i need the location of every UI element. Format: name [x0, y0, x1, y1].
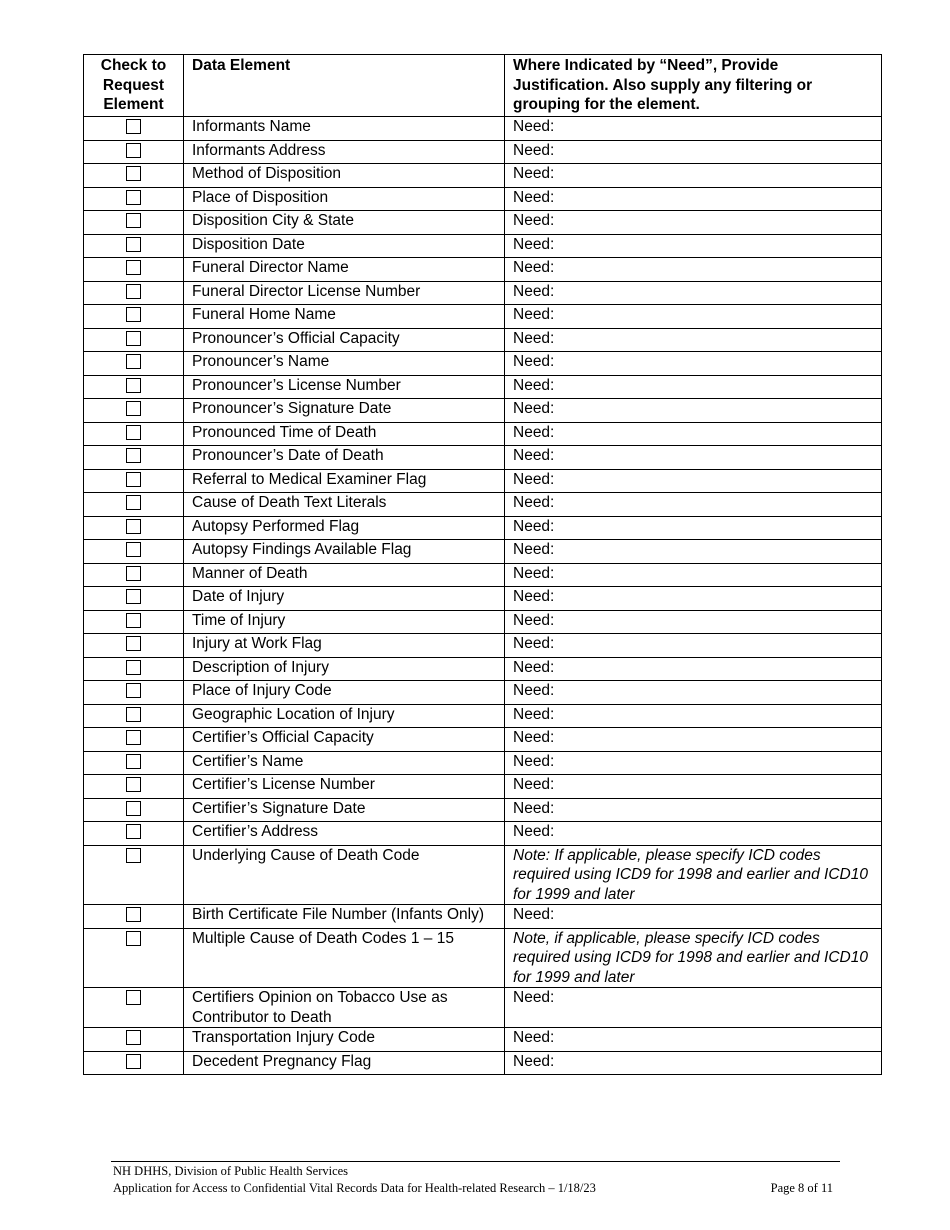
- justification-field[interactable]: Need:: [505, 164, 882, 188]
- table-header-row: [84, 55, 882, 117]
- request-checkbox[interactable]: [126, 495, 141, 510]
- justification-field[interactable]: Need:: [505, 728, 882, 752]
- justification-field[interactable]: Need:: [505, 234, 882, 258]
- justification-field[interactable]: Need:: [505, 751, 882, 775]
- request-checkbox[interactable]: [126, 931, 141, 946]
- check-cell: [84, 281, 184, 305]
- check-cell: [84, 328, 184, 352]
- table-row: [84, 751, 882, 775]
- check-cell: [84, 905, 184, 929]
- justification-note: Note: If applicable, please specify ICD codes required using ICD9 for 1998 and earlier and ICD10 for 1999 and later: [505, 845, 882, 905]
- page-number: Page 8 of 11: [770, 1181, 833, 1195]
- data-element-name: Funeral Home Name: [184, 305, 505, 329]
- check-cell: [84, 988, 184, 1028]
- table-row: [84, 164, 882, 188]
- data-element-name: Informants Address: [184, 140, 505, 164]
- footer-line: [113, 1180, 833, 1197]
- table-row: [84, 634, 882, 658]
- data-element-name: Autopsy Performed Flag: [184, 516, 505, 540]
- request-checkbox[interactable]: [126, 636, 141, 651]
- data-element-name: Certifier’s License Number: [184, 775, 505, 799]
- check-cell: [84, 211, 184, 235]
- table-row: [84, 657, 882, 681]
- check-cell: [84, 634, 184, 658]
- request-checkbox[interactable]: [126, 801, 141, 816]
- data-element-name: Referral to Medical Examiner Flag: [184, 469, 505, 493]
- data-element-name: Pronouncer’s Date of Death: [184, 446, 505, 470]
- request-checkbox[interactable]: [126, 119, 141, 134]
- data-element-name: Place of Disposition: [184, 187, 505, 211]
- justification-field[interactable]: Need:: [505, 422, 882, 446]
- check-cell: [84, 140, 184, 164]
- table-row: [84, 540, 882, 564]
- check-cell: [84, 187, 184, 211]
- table-row: [84, 375, 882, 399]
- check-cell: [84, 751, 184, 775]
- request-checkbox[interactable]: [126, 1030, 141, 1045]
- data-element-name: Birth Certificate File Number (Infants Only): [184, 905, 505, 929]
- table-row: [84, 399, 882, 423]
- table-row: [84, 422, 882, 446]
- request-checkbox[interactable]: [126, 707, 141, 722]
- data-element-name: Transportation Injury Code: [184, 1028, 505, 1052]
- justification-field[interactable]: Need:: [505, 1028, 882, 1052]
- request-checkbox[interactable]: [126, 166, 141, 181]
- table-row: [84, 234, 882, 258]
- justification-field[interactable]: Need:: [505, 211, 882, 235]
- check-cell: [84, 587, 184, 611]
- data-element-name: Certifier’s Address: [184, 822, 505, 846]
- table-row: [84, 469, 882, 493]
- table-row: [84, 352, 882, 376]
- justification-field[interactable]: Need:: [505, 117, 882, 141]
- table-row: [84, 988, 882, 1028]
- table-row: [84, 305, 882, 329]
- data-element-name: Multiple Cause of Death Codes 1 – 15: [184, 928, 505, 988]
- justification-field[interactable]: Need:: [505, 798, 882, 822]
- justification-field[interactable]: Need:: [505, 140, 882, 164]
- check-cell: [84, 657, 184, 681]
- justification-field[interactable]: Need:: [505, 469, 882, 493]
- table-row: [84, 493, 882, 517]
- data-element-column-header: Data Element: [184, 55, 505, 117]
- footer-organization: NH DHHS, Division of Public Health Services: [113, 1164, 349, 1178]
- data-element-name: Disposition Date: [184, 234, 505, 258]
- request-checkbox[interactable]: [126, 448, 141, 463]
- check-cell: [84, 352, 184, 376]
- data-element-name: Certifiers Opinion on Tobacco Use as Contributor to Death: [184, 988, 505, 1028]
- check-cell: [84, 540, 184, 564]
- footer-document-title: Application for Access to Confidential Vital Records Data for Health-related Research – 1/18/23: [113, 1181, 596, 1195]
- table-row: [84, 775, 882, 799]
- data-element-name: Underlying Cause of Death Code: [184, 845, 505, 905]
- request-checkbox[interactable]: [126, 143, 141, 158]
- request-checkbox[interactable]: [126, 331, 141, 346]
- table-row: [84, 281, 882, 305]
- data-element-name: Funeral Director License Number: [184, 281, 505, 305]
- request-checkbox[interactable]: [126, 907, 141, 922]
- request-checkbox[interactable]: [126, 284, 141, 299]
- justification-field[interactable]: Need:: [505, 516, 882, 540]
- data-element-name: Autopsy Findings Available Flag: [184, 540, 505, 564]
- check-cell: [84, 375, 184, 399]
- justification-field[interactable]: Need:: [505, 610, 882, 634]
- request-checkbox[interactable]: [126, 589, 141, 604]
- table-row: [84, 798, 882, 822]
- data-element-name: Injury at Work Flag: [184, 634, 505, 658]
- request-checkbox[interactable]: [126, 519, 141, 534]
- table-row: [84, 587, 882, 611]
- request-checkbox[interactable]: [126, 754, 141, 769]
- data-element-name: Description of Injury: [184, 657, 505, 681]
- data-element-name: Pronouncer’s License Number: [184, 375, 505, 399]
- table-row: [84, 328, 882, 352]
- table-row: [84, 140, 882, 164]
- request-checkbox[interactable]: [126, 990, 141, 1005]
- table-row: [84, 117, 882, 141]
- justification-field[interactable]: Need:: [505, 587, 882, 611]
- request-checkbox[interactable]: [126, 1054, 141, 1069]
- data-element-name: Pronouncer’s Official Capacity: [184, 328, 505, 352]
- table-row: [84, 258, 882, 282]
- table-row: [84, 516, 882, 540]
- justification-field[interactable]: Need:: [505, 775, 882, 799]
- table-row: [84, 187, 882, 211]
- data-element-name: Certifier’s Signature Date: [184, 798, 505, 822]
- request-checkbox[interactable]: [126, 472, 141, 487]
- request-checkbox[interactable]: [126, 425, 141, 440]
- footer-divider: [111, 1161, 840, 1162]
- table-row: [84, 728, 882, 752]
- check-cell: [84, 469, 184, 493]
- table-row: [84, 704, 882, 728]
- request-checkbox[interactable]: [126, 190, 141, 205]
- request-checkbox[interactable]: [126, 307, 141, 322]
- table-row: [84, 446, 882, 470]
- justification-field[interactable]: Need:: [505, 375, 882, 399]
- justification-field[interactable]: Need:: [505, 704, 882, 728]
- request-checkbox[interactable]: [126, 683, 141, 698]
- request-checkbox[interactable]: [126, 213, 141, 228]
- justification-field[interactable]: Need:: [505, 258, 882, 282]
- check-cell: [84, 775, 184, 799]
- data-element-name: Pronouncer’s Signature Date: [184, 399, 505, 423]
- justification-field[interactable]: Need:: [505, 563, 882, 587]
- data-element-name: Date of Injury: [184, 587, 505, 611]
- justification-field[interactable]: Need:: [505, 905, 882, 929]
- data-element-name: Pronounced Time of Death: [184, 422, 505, 446]
- justification-field[interactable]: Need:: [505, 328, 882, 352]
- check-cell: [84, 516, 184, 540]
- justification-field[interactable]: Need:: [505, 988, 882, 1028]
- data-element-name: Certifier’s Official Capacity: [184, 728, 505, 752]
- check-cell: [84, 164, 184, 188]
- justification-column-header: Where Indicated by “Need”, Provide Justification. Also supply any filtering or grouping for the element.: [505, 55, 882, 117]
- justification-field[interactable]: Need:: [505, 822, 882, 846]
- table-row: [84, 905, 882, 929]
- data-element-name: Method of Disposition: [184, 164, 505, 188]
- check-cell: [84, 845, 184, 905]
- check-cell: [84, 305, 184, 329]
- data-element-name: Time of Injury: [184, 610, 505, 634]
- request-checkbox[interactable]: [126, 777, 141, 792]
- check-cell: [84, 399, 184, 423]
- table-row: [84, 681, 882, 705]
- request-checkbox[interactable]: [126, 237, 141, 252]
- justification-field[interactable]: Need:: [505, 681, 882, 705]
- data-element-request-table: [83, 54, 882, 1075]
- page-footer: [113, 1163, 833, 1197]
- table-row: [84, 1051, 882, 1075]
- justification-field[interactable]: Need:: [505, 634, 882, 658]
- table-row: [84, 1028, 882, 1052]
- request-checkbox[interactable]: [126, 260, 141, 275]
- check-cell: [84, 610, 184, 634]
- justification-field[interactable]: Need:: [505, 657, 882, 681]
- check-column-header: Check to Request Element: [84, 55, 184, 117]
- data-element-name: Geographic Location of Injury: [184, 704, 505, 728]
- data-element-name: Decedent Pregnancy Flag: [184, 1051, 505, 1075]
- request-checkbox[interactable]: [126, 660, 141, 675]
- data-element-name: Certifier’s Name: [184, 751, 505, 775]
- request-checkbox[interactable]: [126, 354, 141, 369]
- check-cell: [84, 234, 184, 258]
- check-cell: [84, 446, 184, 470]
- check-cell: [84, 928, 184, 988]
- request-checkbox[interactable]: [126, 378, 141, 393]
- justification-note: Note, if applicable, please specify ICD codes required using ICD9 for 1998 and earlier and ICD10 for 1999 and later: [505, 928, 882, 988]
- data-element-name: Funeral Director Name: [184, 258, 505, 282]
- table-row: [84, 822, 882, 846]
- justification-field[interactable]: Need:: [505, 352, 882, 376]
- request-checkbox[interactable]: [126, 542, 141, 557]
- data-element-name: Cause of Death Text Literals: [184, 493, 505, 517]
- data-element-name: Informants Name: [184, 117, 505, 141]
- table-body: [84, 117, 882, 1075]
- justification-field[interactable]: Need:: [505, 187, 882, 211]
- request-checkbox[interactable]: [126, 824, 141, 839]
- check-cell: [84, 704, 184, 728]
- justification-field[interactable]: Need:: [505, 540, 882, 564]
- justification-field[interactable]: Need:: [505, 305, 882, 329]
- data-element-name: Pronouncer’s Name: [184, 352, 505, 376]
- data-element-name: Disposition City & State: [184, 211, 505, 235]
- justification-field[interactable]: Need:: [505, 281, 882, 305]
- table-row: [84, 928, 882, 988]
- table-row: [84, 563, 882, 587]
- data-element-name: Place of Injury Code: [184, 681, 505, 705]
- check-cell: [84, 563, 184, 587]
- check-cell: [84, 493, 184, 517]
- check-cell: [84, 258, 184, 282]
- table-row: [84, 610, 882, 634]
- check-cell: [84, 798, 184, 822]
- request-checkbox[interactable]: [126, 401, 141, 416]
- table-row: [84, 211, 882, 235]
- justification-field[interactable]: Need:: [505, 1051, 882, 1075]
- request-checkbox[interactable]: [126, 730, 141, 745]
- check-cell: [84, 681, 184, 705]
- check-cell: [84, 1028, 184, 1052]
- justification-field[interactable]: Need:: [505, 493, 882, 517]
- request-checkbox[interactable]: [126, 613, 141, 628]
- check-cell: [84, 822, 184, 846]
- table-row: [84, 845, 882, 905]
- check-cell: [84, 1051, 184, 1075]
- check-cell: [84, 117, 184, 141]
- justification-field[interactable]: Need:: [505, 446, 882, 470]
- justification-field[interactable]: Need:: [505, 399, 882, 423]
- check-cell: [84, 422, 184, 446]
- request-checkbox[interactable]: [126, 848, 141, 863]
- check-cell: [84, 728, 184, 752]
- request-checkbox[interactable]: [126, 566, 141, 581]
- data-element-name: Manner of Death: [184, 563, 505, 587]
